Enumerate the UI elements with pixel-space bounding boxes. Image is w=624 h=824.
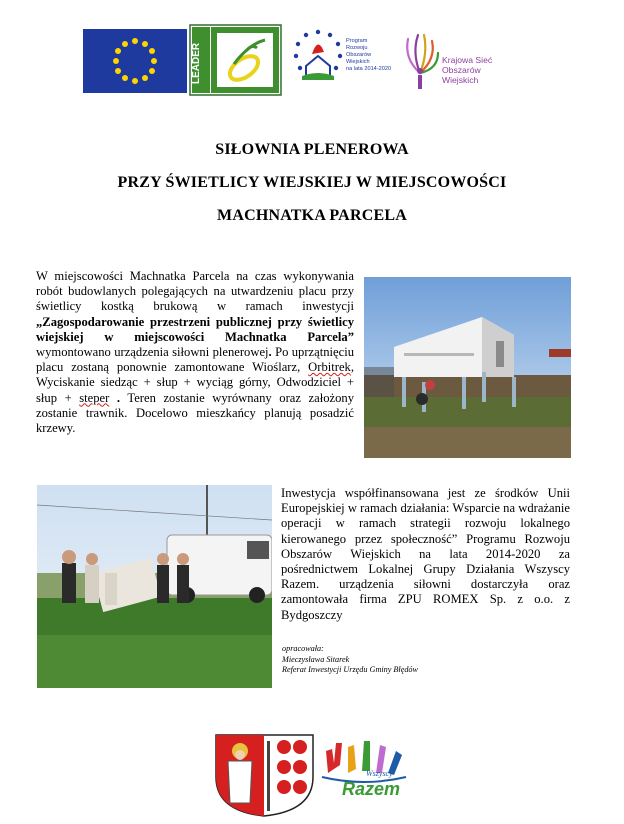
photo-workers-van bbox=[37, 485, 272, 688]
para1-bold-dot: . bbox=[268, 345, 272, 360]
para1-text-2: wymontowano urządzenia siłowni plenerowej bbox=[36, 345, 269, 360]
para1-text-3: Po uprzątnięciu placu zostaną ponownie zamontowane Wioślarz, bbox=[36, 345, 354, 375]
credit-author: Mieczysława Sitarek bbox=[282, 654, 350, 664]
prow-line-2: Rozwoju bbox=[346, 45, 368, 51]
prow-logo bbox=[288, 26, 392, 84]
razem-small-text: Wszyscy bbox=[366, 769, 393, 778]
description-paragraph bbox=[36, 269, 354, 436]
eu-stars-icon bbox=[83, 29, 187, 93]
leader-text: LEADER bbox=[191, 42, 202, 84]
funding-paragraph: Inwestycja współfinansowana jest ze środków Unii Europejskiej w ramach działania: Wsparcie na wdrażanie operacji w ramach strategii rozwoju lokalnego kierowanego przez społeczność” Programu Rozwoju Obszarów Wiejskich na lata 2014-2020 za pośrednictwem Lokalnej Grupy Działania Wszyscy Razem. urządzenia siłowni dostarczyła oraz zamontowała firma ZPU ROMEX Sp. z o.o. z Bydgoszczy bbox=[281, 486, 570, 622]
para1-bold-dot-2: . bbox=[109, 390, 121, 405]
title-line-2: PRZY ŚWIETLICY WIEJSKIEJ W MIEJSCOWOŚCI bbox=[117, 174, 507, 191]
photo-outdoor-gym bbox=[364, 277, 571, 458]
title-line-1: SIŁOWNIA PLENEROWA bbox=[215, 141, 409, 158]
para1-text-4: , Wyciskanie siedząc + słup + wyciąg górny, Odwodziciel + słup + bbox=[36, 360, 354, 405]
credit-department: Referat Inwestycji Urzędu Gminy Błędów bbox=[282, 665, 418, 674]
prow-line-5: na lata 2014-2020 bbox=[346, 66, 392, 72]
ksow-tree-icon bbox=[398, 29, 442, 95]
para1-text-1: W miejscowości Machnatka Parcela na czas wykonywania robót budowlanych polegających na utwardzeniu placu przy świetlicy kostką brukową w ramach inwestycji bbox=[36, 269, 354, 314]
hands-icon bbox=[318, 733, 410, 783]
wszyscy-razem-logo bbox=[318, 733, 410, 809]
razem-big-text: Razem bbox=[342, 779, 401, 799]
ksow-line-2: Obszarów Wiejskich bbox=[442, 65, 481, 85]
gmina-coat-of-arms bbox=[212, 731, 317, 818]
prow-line-4: Wiejskich bbox=[346, 59, 370, 65]
ksow-line-1: Krajowa Sieć bbox=[442, 55, 493, 65]
prow-emblem-icon bbox=[288, 26, 348, 84]
credit-label: opracowała: bbox=[282, 644, 324, 653]
title-line-3: MACHNATKA PARCELA bbox=[217, 207, 407, 224]
prow-line-3: Obszarów bbox=[346, 52, 372, 58]
spellcheck-word-2: steper bbox=[79, 390, 110, 405]
credit-block bbox=[282, 644, 562, 676]
investment-name: „Zagospodarowanie przestrzeni publicznej przy świetlicy wiejskiej w miejscowości Machnatka Parcela” bbox=[36, 314, 354, 344]
prow-line-1: Program bbox=[346, 38, 368, 44]
spellcheck-word-1: Orbitrek bbox=[308, 360, 351, 375]
leader-logo bbox=[189, 24, 282, 96]
para1-text-5: Teren zostanie wyrównany oraz założony zostanie trawnik. Docelowo mieszkańcy planują posadzić krzewy. bbox=[36, 390, 354, 436]
eu-flag-logo bbox=[83, 29, 187, 93]
ksow-logo bbox=[398, 29, 518, 95]
